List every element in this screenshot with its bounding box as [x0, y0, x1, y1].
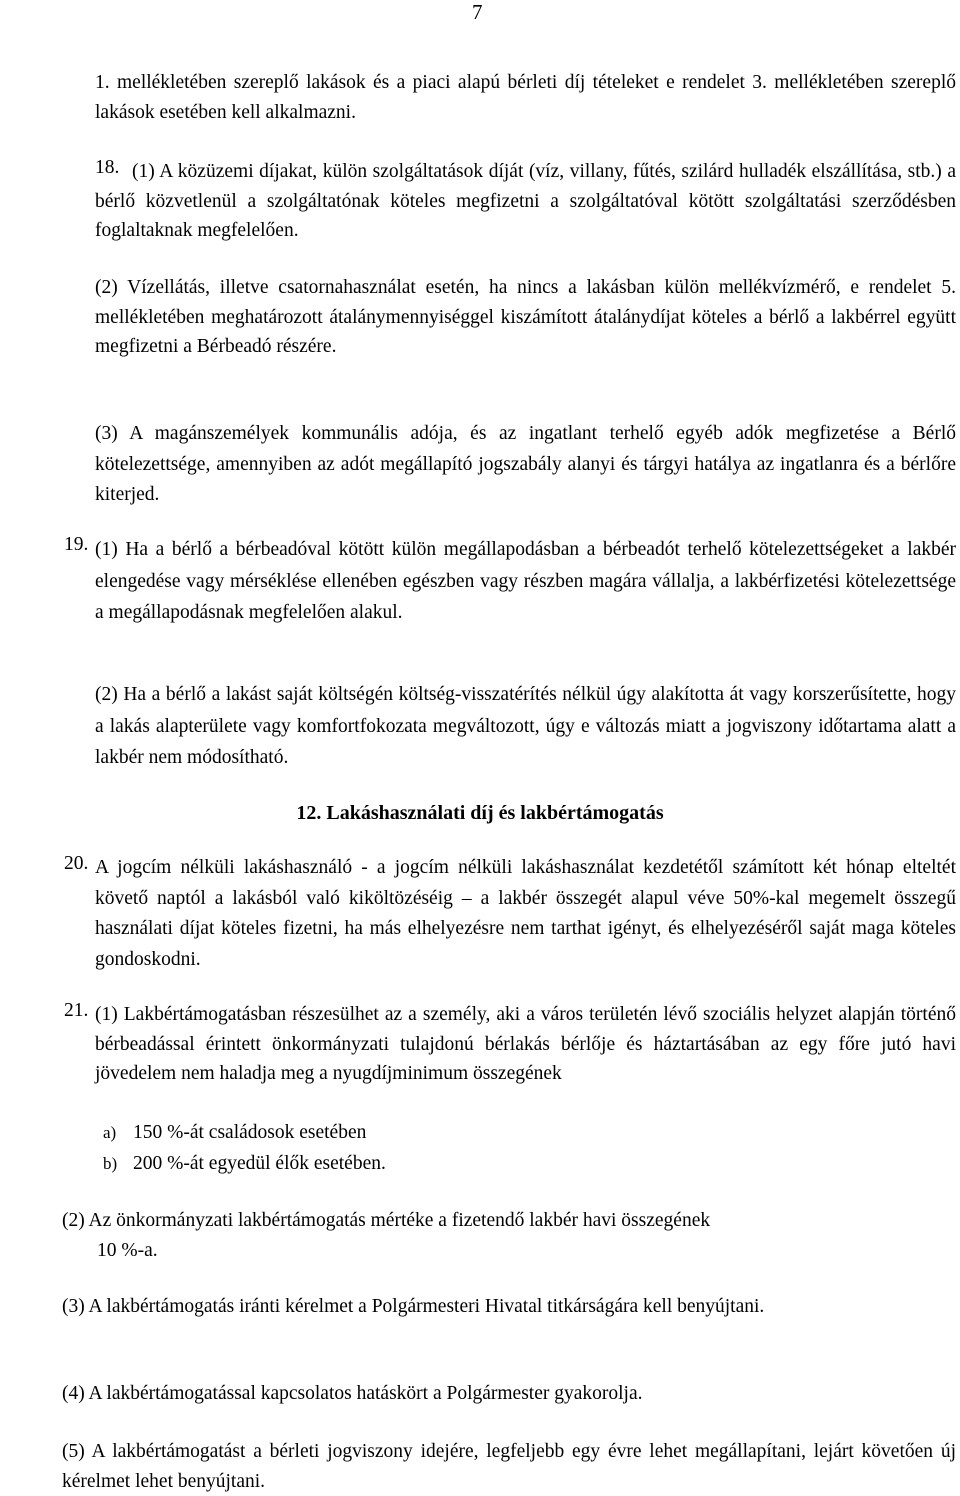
page-number: 7 [472, 0, 483, 24]
section-number-21: 21. [64, 1000, 89, 1021]
list-item-text: 150 %-át családosok esetében [133, 1122, 367, 1143]
section-19-paragraph-2: (2) Ha a bérlő a lakást saját költségén költség-visszatérítés nélkül úgy alakította át vagy korszerűsítette, hogy a lakás alapterülete vagy komfortfokozata megváltozott, úgy e változás miatt a jogviszony időtartama alatt a lakbér nem módosítható. [95, 684, 956, 768]
section-number-20: 20. [64, 853, 89, 874]
section-21-paragraph-5: (5) A lakbértámogatást a bérleti jogviszony idejére, legfeljebb egy évre lehet megállapítani, lejárt követően új kérelmet lehet benyújtani. [62, 1441, 956, 1492]
list-item-label: a) [103, 1123, 117, 1142]
section-18-paragraph-1: (1) A közüzemi díjakat, külön szolgáltatások díját (víz, villany, fűtés, szilárd hulladék elszállítása, stb.) a bérlő közvetlenül a szolgáltatónak köteles megfizetni a szolgáltatóval kötött szolgáltatási szerződésben foglaltaknak megfelelően. [95, 161, 956, 241]
section-21-paragraph-2-cont: 10 %-a. [97, 1240, 158, 1261]
section-21-paragraph-3: (3) A lakbértámogatás iránti kérelmet a Polgármesteri Hivatal titkárságára kell benyújtani. [62, 1296, 765, 1317]
section-21-paragraph-1: (1) Lakbértámogatásban részesülhet az a személy, aki a város területén lévő szociális helyzet alapján történő bérbeadással érintett önkormányzati tulajdonú bérlakás bérlője és háztartásában az egy főre jutó havi jövedelem nem haladja meg a nyugdíjminimum összegének [95, 1004, 956, 1084]
list-item-label: b) [103, 1154, 118, 1173]
section-number-18: 18. [95, 157, 120, 178]
list-item-b [103, 1149, 386, 1179]
section-20-paragraph-1: A jogcím nélküli lakáshasználó - a jogcím nélküli lakáshasználat kezdetétől számított két hónap elteltét követő naptól a lakásból való kiköltözéséig – a lakbér összegét alapul véve 50%-kal megemelt összegű használati díjat köteles fizetni, ha más elhelyezésre nem tarthat igényt, és elhelyezéséről saját maga köteles gondoskodni. [95, 857, 956, 970]
section-18-paragraph-3: (3) A magánszemélyek kommunális adója, és az ingatlant terhelő egyéb adók megfizetése a Bérlő kötelezettsége, amennyiben az adót megállapító jogszabály alanyi és tárgyi hatálya az ingatlanra és a bérlőre kiterjed. [95, 423, 956, 505]
section-19-paragraph-1: (1) Ha a bérlő a bérbeadóval kötött külön megállapodásban a bérbeadót terhelő kötelezettségeket a lakbér elengedése vagy mérséklése ellenében egészben vagy részben magára vállalja, a lakbérfizetési kötelezettsége a megállapodásnak megfelelően alakul. [95, 539, 956, 623]
paragraph-continued: 1. mellékletében szereplő lakások és a piaci alapú bérleti díj tételeket e rendelet 3. mellékletében szereplő lakások esetében kell alkalmazni. [95, 72, 956, 123]
section-21-paragraph-2: (2) Az önkormányzati lakbértámogatás mértéke a fizetendő lakbér havi összegének [62, 1210, 711, 1231]
list-item-text: 200 %-át egyedül élők esetében. [133, 1153, 386, 1174]
section-21-paragraph-4: (4) A lakbértámogatással kapcsolatos hatáskört a Polgármester gyakorolja. [62, 1383, 643, 1404]
chapter-title: 12. Lakáshasználati díj és lakbértámogatás [296, 802, 664, 824]
section-number-19: 19. [64, 534, 89, 555]
list-item-a [103, 1118, 366, 1148]
section-18-paragraph-2: (2) Vízellátás, illetve csatornahasználat esetén, ha nincs a lakásban külön mellékvízmérő, e rendelet 5. mellékletében meghatározott átalánymennyiséggel kiszámított átalánydíjat köteles a bérlő a lakbérrel együtt megfizetni a Bérbeadó részére. [95, 277, 956, 357]
